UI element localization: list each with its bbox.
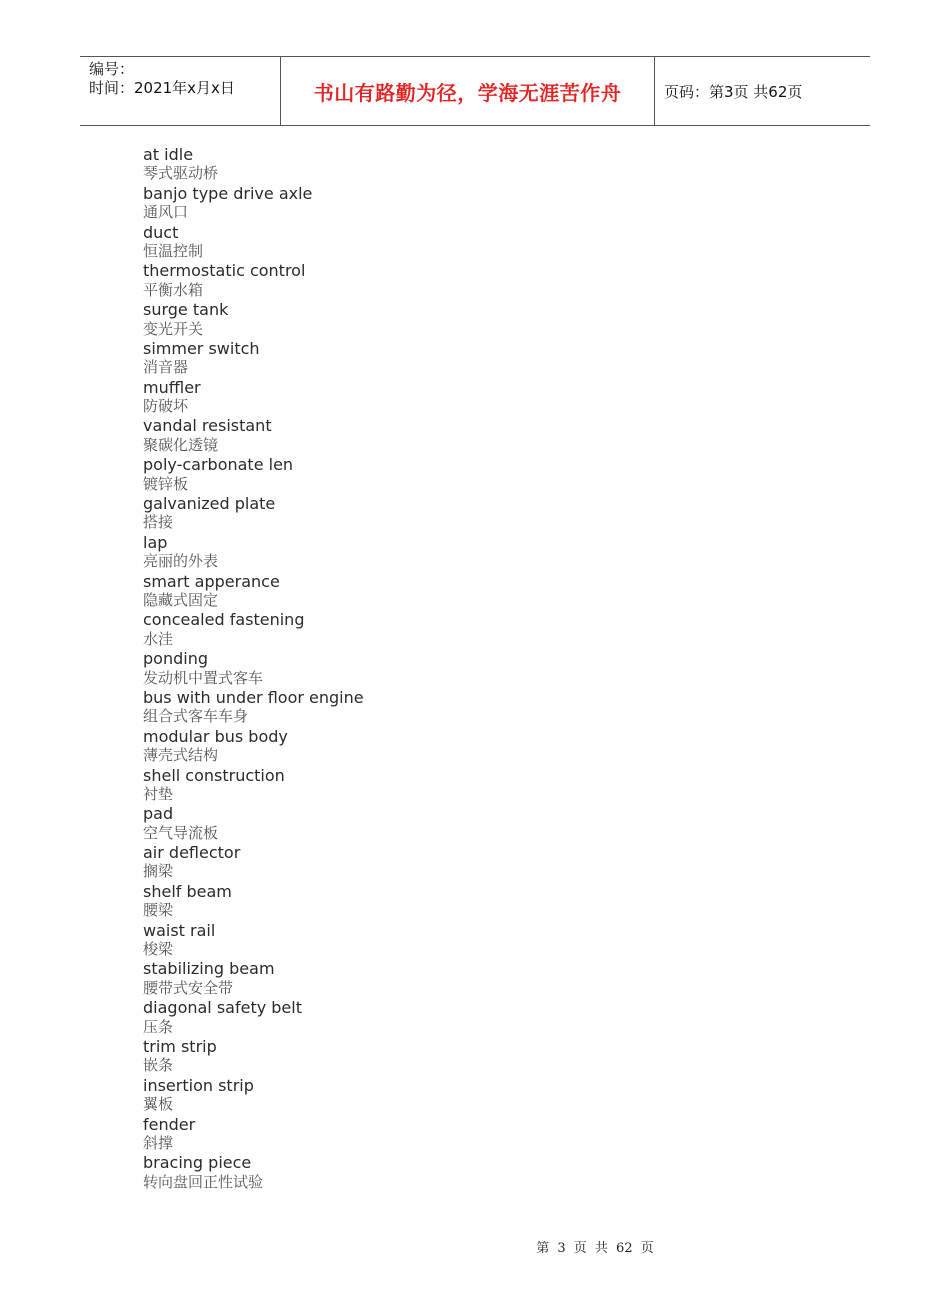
- page-footer: [0, 1237, 950, 1256]
- glossary-term-english: insertion strip: [143, 1075, 254, 1095]
- glossary-term-chinese: 琴式驱动桥: [143, 164, 219, 183]
- glossary-term-chinese: 水洼: [143, 629, 174, 648]
- header-page-cell: [655, 57, 870, 125]
- glossary-term-chinese: 恒温控制: [143, 241, 204, 260]
- glossary-term-english: surge tank: [143, 300, 229, 320]
- glossary-term-english: shell construction: [143, 765, 285, 785]
- glossary-term-chinese: 衬垫: [143, 784, 174, 803]
- header-meta-cell: [80, 57, 281, 125]
- glossary-term-chinese: 薄壳式结构: [143, 746, 219, 765]
- glossary-term-chinese: 压条: [143, 1017, 174, 1036]
- glossary-term-english: poly-carbonate len: [143, 455, 294, 475]
- glossary-term-chinese: 组合式客车车身: [143, 707, 249, 726]
- glossary-term-english: muffler: [143, 377, 201, 397]
- header-motto-cell: [281, 57, 655, 125]
- glossary-term-chinese: 空气导流板: [143, 823, 219, 842]
- glossary-term-chinese: 防破坏: [143, 397, 189, 416]
- glossary-term-chinese: 消音器: [143, 358, 189, 377]
- glossary-term-chinese: 发动机中置式客车: [143, 668, 264, 687]
- date-label: 时间：2021年x月x日: [89, 79, 235, 97]
- glossary-term-english: at idle: [143, 145, 194, 164]
- glossary-term-chinese: 隐藏式固定: [143, 590, 219, 609]
- glossary-term-english: pad: [143, 804, 174, 824]
- serial-number-label: 编号：: [89, 60, 135, 78]
- glossary-term-chinese: 翼板: [143, 1095, 174, 1114]
- glossary-term-english: duct: [143, 222, 179, 242]
- glossary-term-english: galvanized plate: [143, 494, 276, 514]
- glossary-term-chinese: 搭接: [143, 513, 174, 532]
- glossary-term-chinese: 镀锌板: [143, 474, 189, 493]
- motto-text: 书山有路勤为径，学海无涯苦作舟: [313, 80, 622, 105]
- glossary-term-chinese: 平衡水箱: [143, 280, 204, 299]
- glossary-term-english: simmer switch: [143, 338, 260, 358]
- glossary-term-english: trim strip: [143, 1036, 217, 1056]
- glossary-term-chinese: 腰带式安全带: [143, 978, 234, 997]
- header-page-info: 页码：第3页 共62页: [664, 82, 803, 101]
- glossary-term-chinese: 亮丽的外表: [143, 552, 219, 571]
- glossary-term-english: concealed fastening: [143, 610, 305, 630]
- glossary-term-english: bus with under floor engine: [143, 687, 364, 707]
- glossary-term-chinese: 聚碳化透镜: [143, 435, 219, 454]
- glossary-term-chinese: 通风口: [143, 203, 189, 222]
- footer-page-number: 第 3 页 共 62 页: [536, 1241, 654, 1256]
- glossary-term-chinese: 梭梁: [143, 940, 174, 959]
- glossary-term-english: vandal resistant: [143, 416, 272, 436]
- glossary-term-english: modular bus body: [143, 726, 288, 746]
- glossary-term-chinese: 搁梁: [143, 862, 174, 881]
- glossary-term-english: banjo type drive axle: [143, 183, 313, 203]
- glossary-list: [143, 145, 364, 1192]
- glossary-term-chinese: 嵌条: [143, 1056, 174, 1075]
- glossary-term-english: lap: [143, 532, 168, 552]
- glossary-term-english: waist rail: [143, 920, 216, 940]
- glossary-term-chinese: 斜撑: [143, 1133, 174, 1152]
- glossary-term-english: ponding: [143, 649, 208, 669]
- glossary-term-chinese: 腰梁: [143, 901, 174, 920]
- glossary-term-english: shelf beam: [143, 881, 232, 901]
- glossary-term-chinese: 变光开关: [143, 319, 204, 338]
- page-header: [80, 56, 870, 126]
- glossary-term-chinese: 转向盘回正性试验: [143, 1172, 264, 1191]
- glossary-term-english: diagonal safety belt: [143, 998, 302, 1018]
- glossary-term-english: fender: [143, 1114, 196, 1134]
- glossary-term-english: air deflector: [143, 843, 241, 863]
- glossary-term-english: smart apperance: [143, 571, 280, 591]
- glossary-term-english: thermostatic control: [143, 261, 306, 281]
- glossary-term-english: bracing piece: [143, 1153, 252, 1173]
- glossary-term-english: stabilizing beam: [143, 959, 275, 979]
